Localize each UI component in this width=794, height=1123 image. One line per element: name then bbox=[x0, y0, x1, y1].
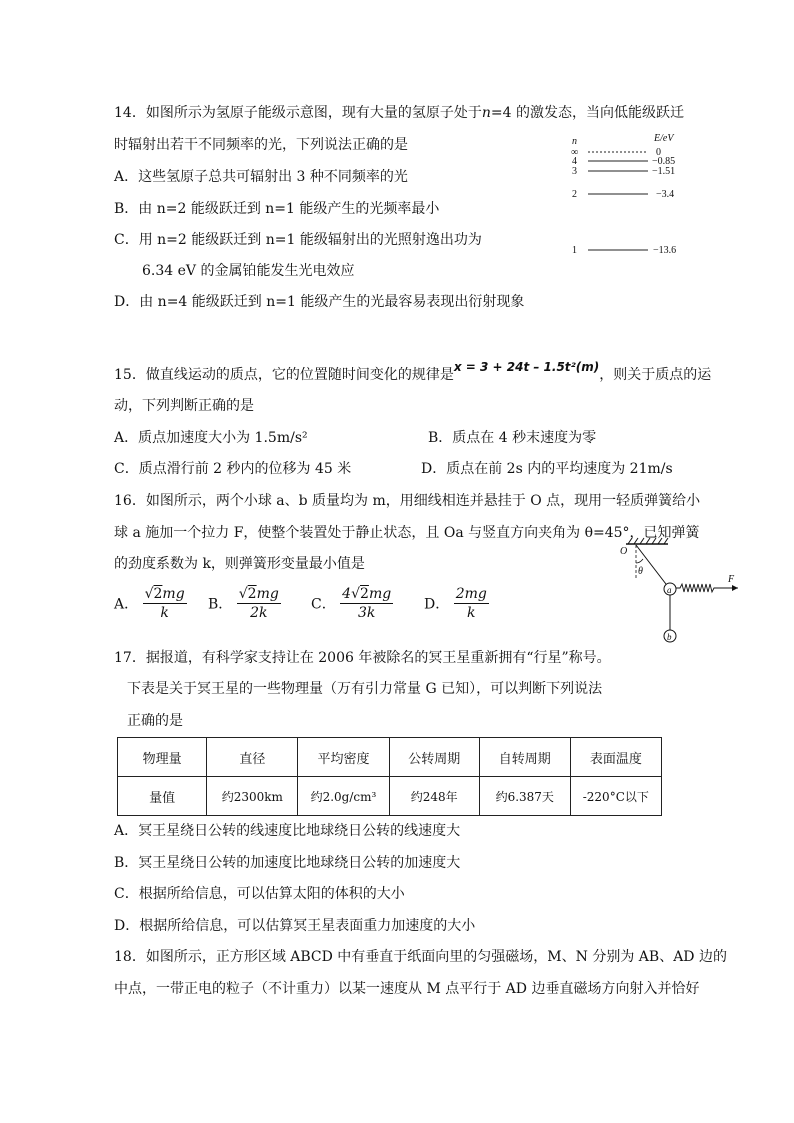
level-e-2: −3.4 bbox=[656, 189, 675, 200]
ceiling-hatch bbox=[628, 538, 668, 544]
q14-option-c-line2: 6.34 eV 的金属铂能发生光电效应 bbox=[142, 263, 355, 279]
q15-option-d: D．质点在前 2s 内的平均速度为 21m/s bbox=[421, 461, 673, 477]
table-header-cell: 物理量 bbox=[118, 738, 207, 777]
q14-line2: 时辐射出若干不同频率的光，下列说法正确的是 bbox=[114, 137, 408, 153]
table-cell: 约6.387天 bbox=[479, 777, 570, 816]
energy-level-diagram bbox=[564, 130, 700, 260]
q17-line3: 正确的是 bbox=[127, 713, 183, 729]
level-e-1: −13.6 bbox=[653, 245, 677, 256]
table-cell: 约2300km bbox=[207, 777, 298, 816]
q17-line2: 下表是关于冥王星的一些物理量（万有引力常量 G 已知），可以判断下列说法 bbox=[127, 681, 603, 697]
q15-option-a: A．质点加速度大小为 1.5m/s² bbox=[114, 430, 308, 446]
q16-line2: 球 a 施加一个拉力 F，使整个装置处于静止状态，且 Oa 与竖直方向夹角为 θ=45°，已知弹簧 bbox=[114, 525, 700, 541]
q15-line1: 15．做直线运动的质点，它的位置随时间变化的规律是x = 3 + 24t – 1.5t²(m)，则关于质点的运 bbox=[114, 360, 712, 383]
level-n-3: 3 bbox=[572, 166, 577, 177]
label-f: F bbox=[728, 574, 735, 585]
label-a: a bbox=[667, 585, 672, 595]
q16-line3: 的劲度系数为 k，则弹簧形变量最小值是 bbox=[114, 556, 365, 572]
table-header-cell: 平均密度 bbox=[298, 738, 389, 777]
q16-line1: 16．如图所示，两个小球 a、b 质量均为 m，用细线相连并悬挂于 O 点，现用一轻质弹簧给小 bbox=[114, 493, 701, 509]
q14-option-b: B．由 n=2 能级跃迁到 n=1 能级产生的光频率最小 bbox=[114, 201, 440, 217]
table-header-cell: 直径 bbox=[207, 738, 298, 777]
q17-option-d: D．根据所给信息，可以估算冥王星表面重力加速度的大小 bbox=[114, 918, 476, 934]
level-n-inf: ∞ bbox=[571, 147, 579, 158]
label-b: b bbox=[667, 632, 672, 642]
q14-option-a: A．这些氢原子总共可辐射出 3 种不同频率的光 bbox=[114, 169, 408, 185]
table-cell: 约2.0g/cm³ bbox=[298, 777, 389, 816]
q14-option-d: D．由 n=4 能级跃迁到 n=1 能级产生的光最容易表现出衍射现象 bbox=[114, 294, 525, 310]
spring bbox=[676, 584, 718, 592]
q18-line1: 18．如图所示，正方形区域 ABCD 中有垂直于纸面向里的匀强磁场，M、N 分别为 AB、AD 边的 bbox=[114, 949, 727, 965]
q14-option-c-line1: C．用 n=2 能级跃迁到 n=1 能级辐射出的光照射逸出功为 bbox=[114, 232, 482, 248]
level-n-4: 4 bbox=[572, 156, 577, 167]
q15-option-c: C．质点滑行前 2 秒内的位移为 45 米 bbox=[114, 461, 352, 477]
table-cell: 约248年 bbox=[389, 777, 479, 816]
q16-option-c: C． $\frac{4√2mg}{3k}$ bbox=[311, 586, 392, 621]
table-row bbox=[118, 777, 662, 816]
q16-option-a: A． $\frac{√2mg}{k}$ bbox=[114, 586, 185, 621]
q16-option-b: B． $\frac{√2mg}{2k}$ bbox=[208, 586, 279, 621]
force-arrowhead bbox=[732, 585, 738, 591]
pluto-data-table bbox=[117, 737, 662, 816]
table-cell: -220°C以下 bbox=[570, 777, 661, 816]
q16-option-d: D． $\frac{2mg}{k}$ bbox=[424, 586, 487, 621]
table-header-row bbox=[118, 738, 662, 777]
table-header-cell: 公转周期 bbox=[389, 738, 479, 777]
q17-option-a: A．冥王星绕日公转的线速度比地球绕日公转的线速度大 bbox=[114, 823, 461, 839]
table-cell: 量值 bbox=[118, 777, 207, 816]
q18-line2: 中点，一带正电的粒子（不计重力）以某一速度从 M 点平行于 AD 边垂直磁场方向射入并恰好 bbox=[114, 981, 700, 997]
label-o: O bbox=[620, 546, 628, 557]
level-n-2: 2 bbox=[572, 189, 577, 200]
q17-option-b: B．冥王星绕日公转的加速度比地球绕日公转的加速度大 bbox=[114, 855, 461, 871]
table-header-cell: 表面温度 bbox=[570, 738, 661, 777]
label-theta: θ bbox=[638, 566, 643, 577]
diagram-n-header: n bbox=[572, 136, 577, 147]
level-e-3: −1.51 bbox=[652, 166, 676, 177]
q15-formula: x = 3 + 24t – 1.5t²(m) bbox=[453, 360, 600, 374]
level-n-1: 1 bbox=[572, 245, 577, 256]
level-e-inf: 0 bbox=[656, 147, 661, 158]
spring-ball-figure bbox=[610, 536, 750, 650]
angle-arc bbox=[636, 559, 643, 563]
diagram-e-header: E/eV bbox=[654, 133, 674, 144]
q15-line2: 动，下列判断正确的是 bbox=[114, 398, 254, 414]
q14-line1: 14．如图所示为氢原子能级示意图，现有大量的氢原子处于n=4 的激发态，当向低能级跃迁 bbox=[114, 105, 684, 121]
q17-option-c: C．根据所给信息，可以估算太阳的体积的大小 bbox=[114, 886, 405, 902]
level-e-4: −0.85 bbox=[652, 156, 676, 167]
q17-line1: 17．据报道，有科学家支持让在 2006 年被除名的冥王星重新拥有“行星”称号。 bbox=[114, 650, 611, 666]
q15-option-b: B．质点在 4 秒末速度为零 bbox=[428, 430, 597, 446]
table-header-cell: 自转周期 bbox=[479, 738, 570, 777]
